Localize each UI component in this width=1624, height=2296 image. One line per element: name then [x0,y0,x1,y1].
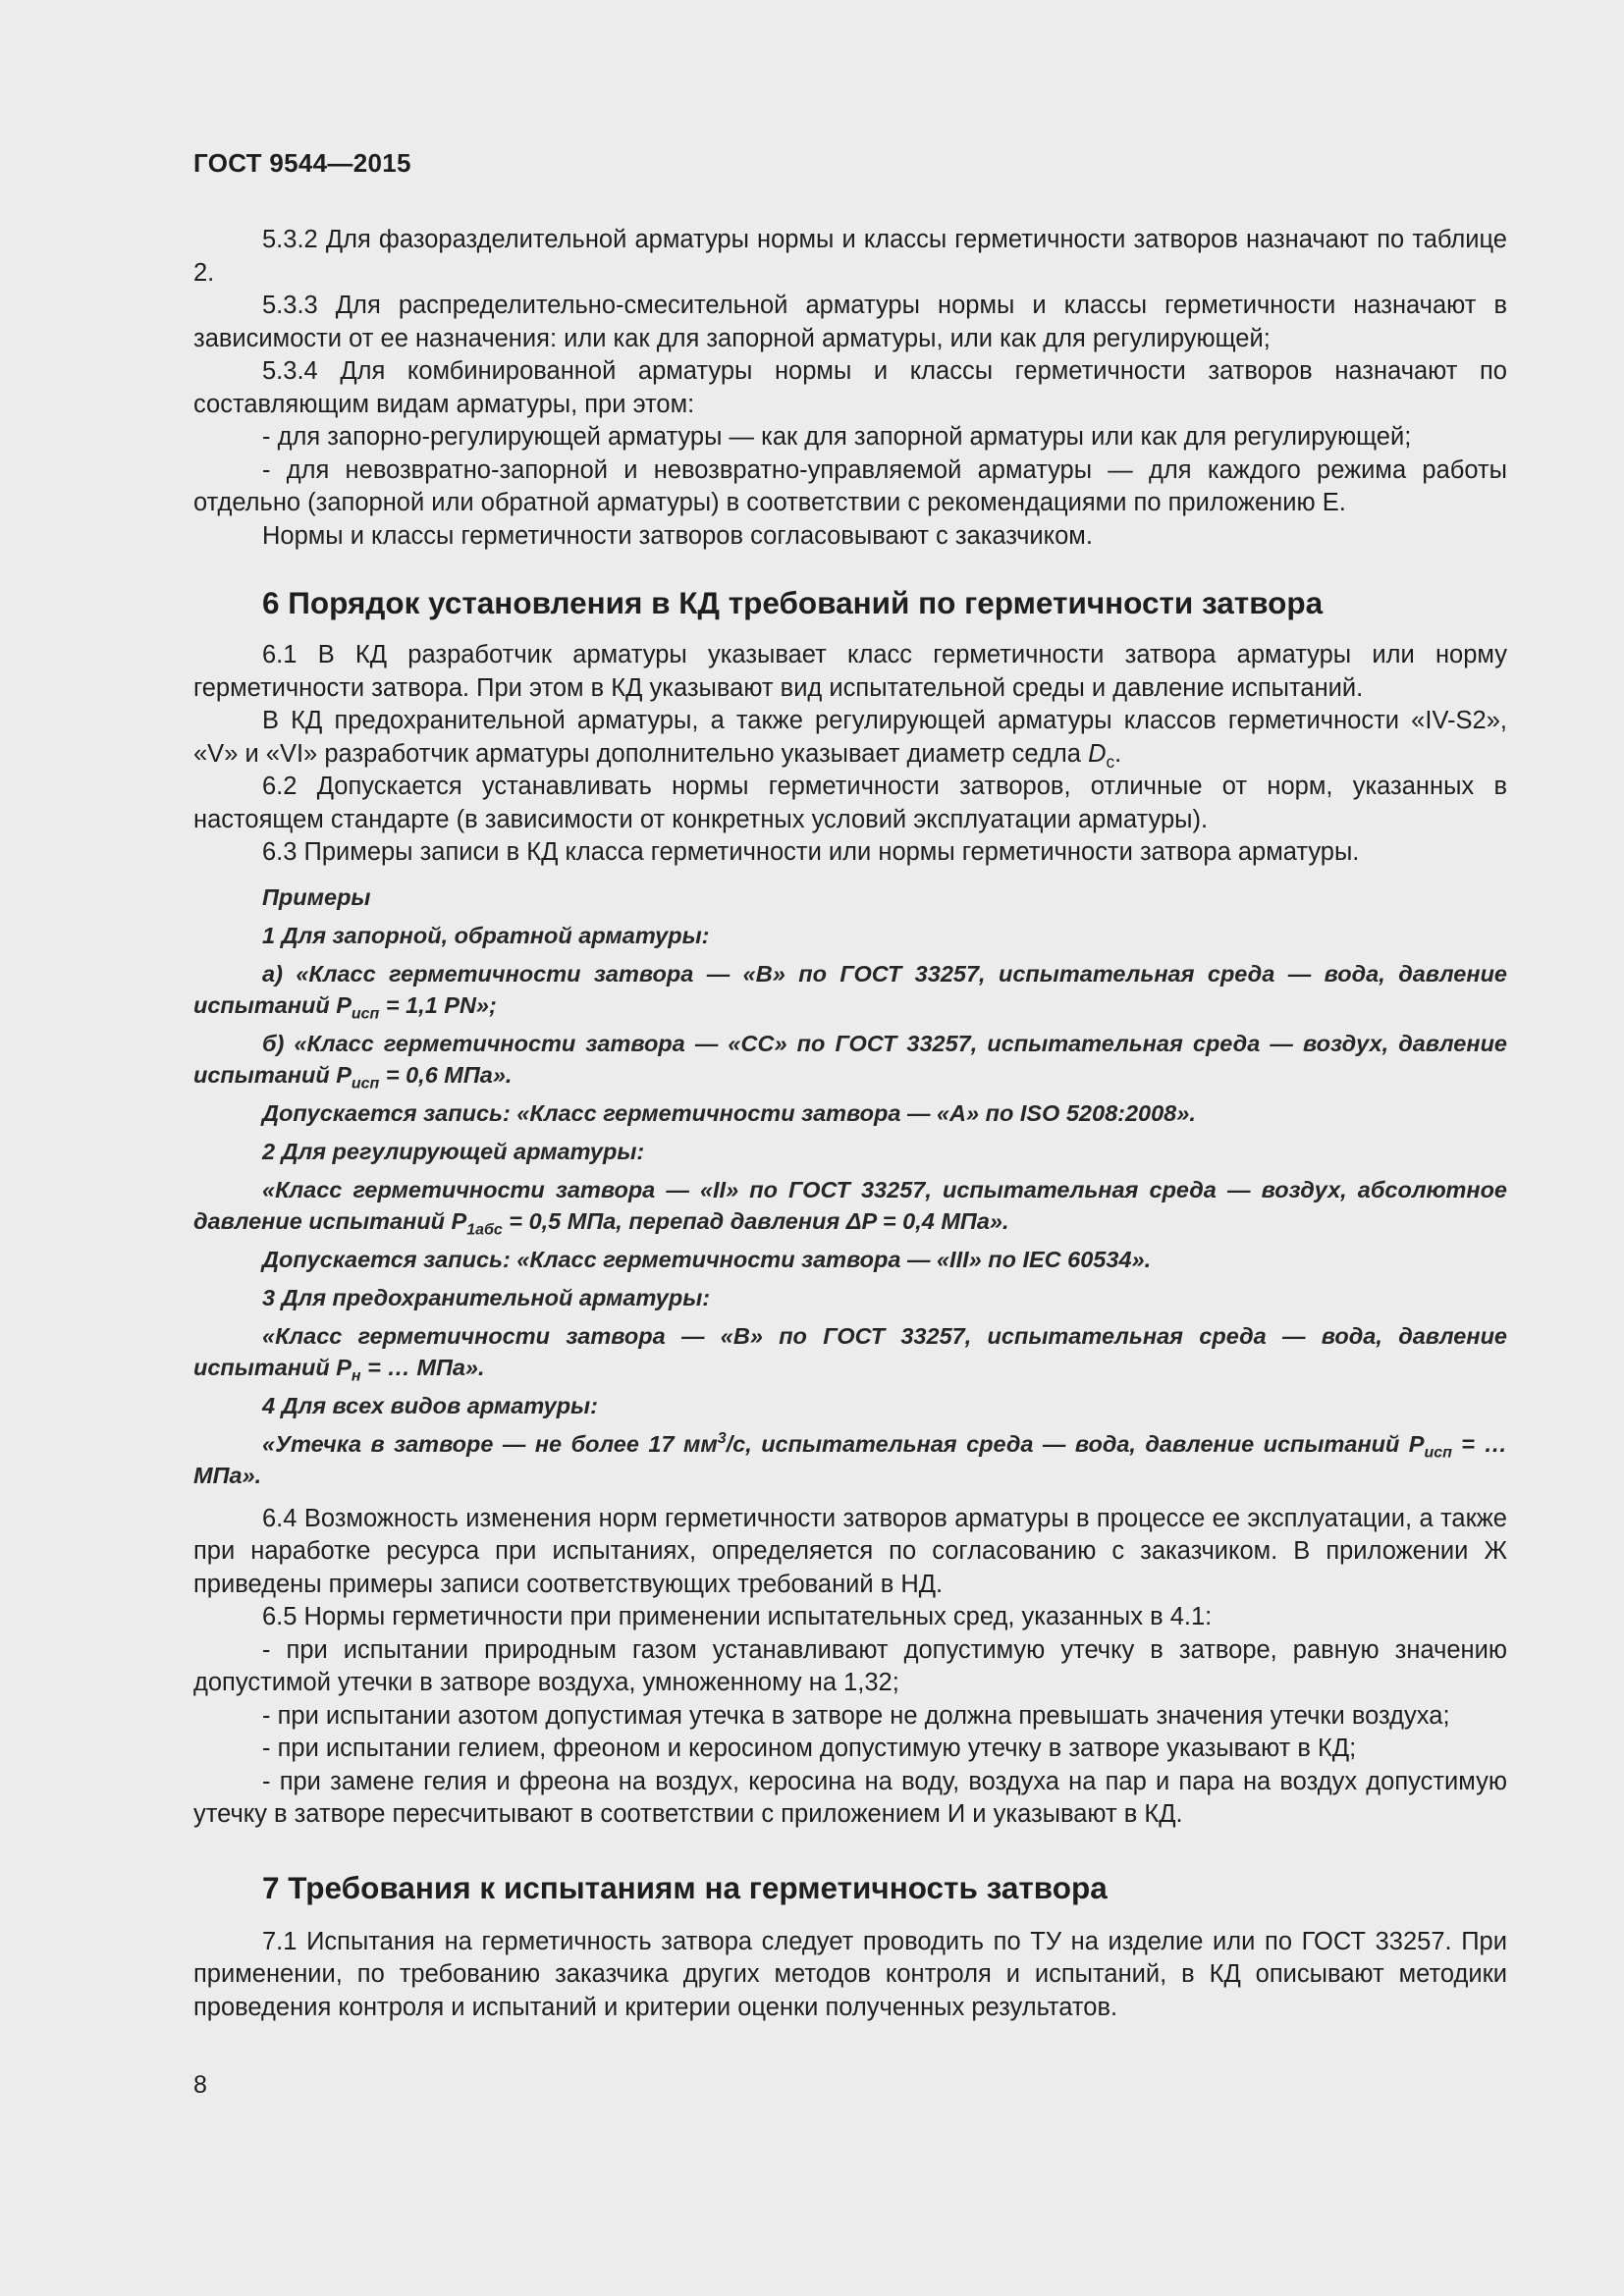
example-3-heading: 3 Для предохранительной арматуры: [262,1284,711,1310]
section-6-heading: 6 Порядок установления в КД требований по герметичности затвора [262,585,1324,620]
section-6-continued [193,1503,1507,1832]
example-1b-subscript: исп [351,1075,380,1093]
paragraph-6-5: 6.5 Нормы герметичности при применении испытательных сред, указанных в 4.1: [262,1603,1213,1630]
examples-title: Примеры [262,883,371,910]
example-3a [193,1320,1507,1383]
list-item-5-3-4-2: - для невозвратно-запорной и невозвратно-управляемой арматуры — для каждого режима работы отдельно (запорной или обратной арматуры) в соответствии с рекомендациями по приложению Е. [193,455,1507,516]
example-4a-end: = … МПа». [193,1430,1507,1488]
paragraph-6-1-seat [193,705,1507,771]
example-1b [193,1028,1507,1091]
page-content [193,224,1507,2024]
example-4-heading: 4 Для всех видов арматуры: [262,1392,598,1418]
paragraph-6-3: 6.3 Примеры записи в КД класса герметичности или нормы герметичности затвора арматуры. [262,838,1360,866]
paragraph-7-1: 7.1 Испытания на герметичность затвора следует проводить по ТУ на изделие или по ГОСТ 33257. При применении, по требованию заказчика других методов контроля и испытаний, в КД описывают методики проведения контроля и испытаний и критерии оценки полученных результатов. [193,1927,1507,2021]
example-3a-end: = … МПа». [360,1354,485,1380]
paragraph-5-3-4: 5.3.4 Для комбинированной арматуры нормы и классы герметичности затворов назначают по составляющим видам арматуры, при этом: [193,357,1507,418]
example-4a-superscript: 3 [717,1429,727,1447]
example-1a-subscript: исп [351,1005,380,1023]
example-1-heading: 1 Для запорной, обратной арматуры: [262,922,710,948]
page-number: 8 [193,2071,207,2099]
paragraph-agreement: Нормы и классы герметичности затворов согласовывают с заказчиком. [262,521,1093,550]
example-1b-end: = 0,6 МПа». [379,1061,513,1088]
example-4a-middle: /с, испытательная среда — вода, давление испытаний P [726,1430,1425,1457]
seat-subscript: c [1106,751,1115,772]
paragraph-6-4: 6.4 Возможность изменения норм герметичности затворов арматуры в процессе ее эксплуатации, а также при наработке ресурса при испытаниях, определяется по согласованию с заказчиком. В приложении Ж приведены примеры записи соответствующих требований в НД. [193,1504,1507,1598]
list-item-5-3-4-1: - для запорно-регулирующей арматуры — как для запорной арматуры или как для регулирующей; [262,423,1412,451]
example-3a-subscript: н [351,1367,361,1385]
document-header: ГОСТ 9544—2015 [193,148,411,178]
list-item-6-5-1: - при испытании природным газом устанавливают допустимую утечку в затворе, равную значению допустимой утечки в затворе воздуха, умноженному на 1,32; [193,1635,1507,1696]
list-item-6-5-2: - при испытании азотом допустимая утечка в затворе не должна превышать значения утечки воздуха; [262,1701,1450,1730]
seat-symbol: D [1088,739,1107,768]
example-1b-text: б) «Класс герметичности затвора — «СС» по ГОСТ 33257, испытательная среда — воздух, давление испытаний P [193,1030,1507,1088]
paragraph-5-3-3: 5.3.3 Для распределительно-смесительной арматуры нормы и классы герметичности назначают в зависимости от ее назначения: или как для запорной арматуры, или как для регулирующей; [193,292,1507,352]
example-2a-text: «Класс герметичности затвора — «II» по ГОСТ 33257, испытательная среда — воздух, абсолютное давление испытаний P [193,1176,1507,1234]
example-1c: Допускается запись: «Класс герметичности затвора — «А» по ISO 5208:2008». [262,1099,1196,1126]
example-2a-end: = 0,5 МПа, перепад давления ΔP = 0,4 МПа». [502,1207,1009,1234]
list-item-6-5-3: - при испытании гелием, фреоном и керосином допустимую утечку в затворе указывают в КД; [262,1735,1357,1762]
seat-end: . [1114,739,1122,768]
example-1a [193,958,1507,1021]
seat-text: В КД предохранительной арматуры, а также регулирующей арматуры классов герметичности «IV-S2», «V» и «VI» разработчик арматуры дополнительно указывает диаметр седла [193,707,1507,768]
example-2-heading: 2 Для регулирующей арматуры: [262,1138,645,1164]
example-2a-subscript: 1абс [466,1221,503,1239]
examples-block [193,881,1507,1491]
paragraph-5-3-2: 5.3.2 Для фазоразделительной арматуры нормы и классы герметичности затворов назначают по таблице 2. [193,226,1507,287]
section-7-heading: 7 Требования к испытаниям на герметичность затвора [262,1869,1108,1905]
example-2b: Допускается запись: «Класс герметичности затвора — «III» по IEC 60534». [262,1246,1152,1272]
paragraph-6-2: 6.2 Допускается устанавливать нормы герметичности затворов, отличные от норм, указанных в настоящем стандарте (в зависимости от конкретных условий эксплуатации арматуры). [193,773,1507,833]
example-1a-end: = 1,1 PN»; [379,991,497,1018]
paragraph-6-1: 6.1 В КД разработчик арматуры указывает класс герметичности затвора арматуры или норму герметичности затвора. При этом в КД указывают вид испытательной среды и давление испытаний. [193,641,1507,702]
example-3a-text: «Класс герметичности затвора — «В» по ГОСТ 33257, испытательная среда — вода, давление испытаний P [193,1322,1507,1380]
example-1a-text: а) «Класс герметичности затвора — «В» по ГОСТ 33257, испытательная среда — вода, давление испытаний P [193,960,1507,1018]
example-2a [193,1174,1507,1237]
example-4a-text: «Утечка в затворе — не более 17 мм [262,1430,718,1457]
example-4a [193,1428,1507,1491]
list-item-6-5-4: - при замене гелия и фреона на воздух, керосина на воду, воздуха на пар и пара на воздух допустимую утечку в затворе пересчитывают в соответствии с приложением И и указывают в КД. [193,1767,1507,1828]
example-4a-subscript: исп [1424,1444,1452,1462]
